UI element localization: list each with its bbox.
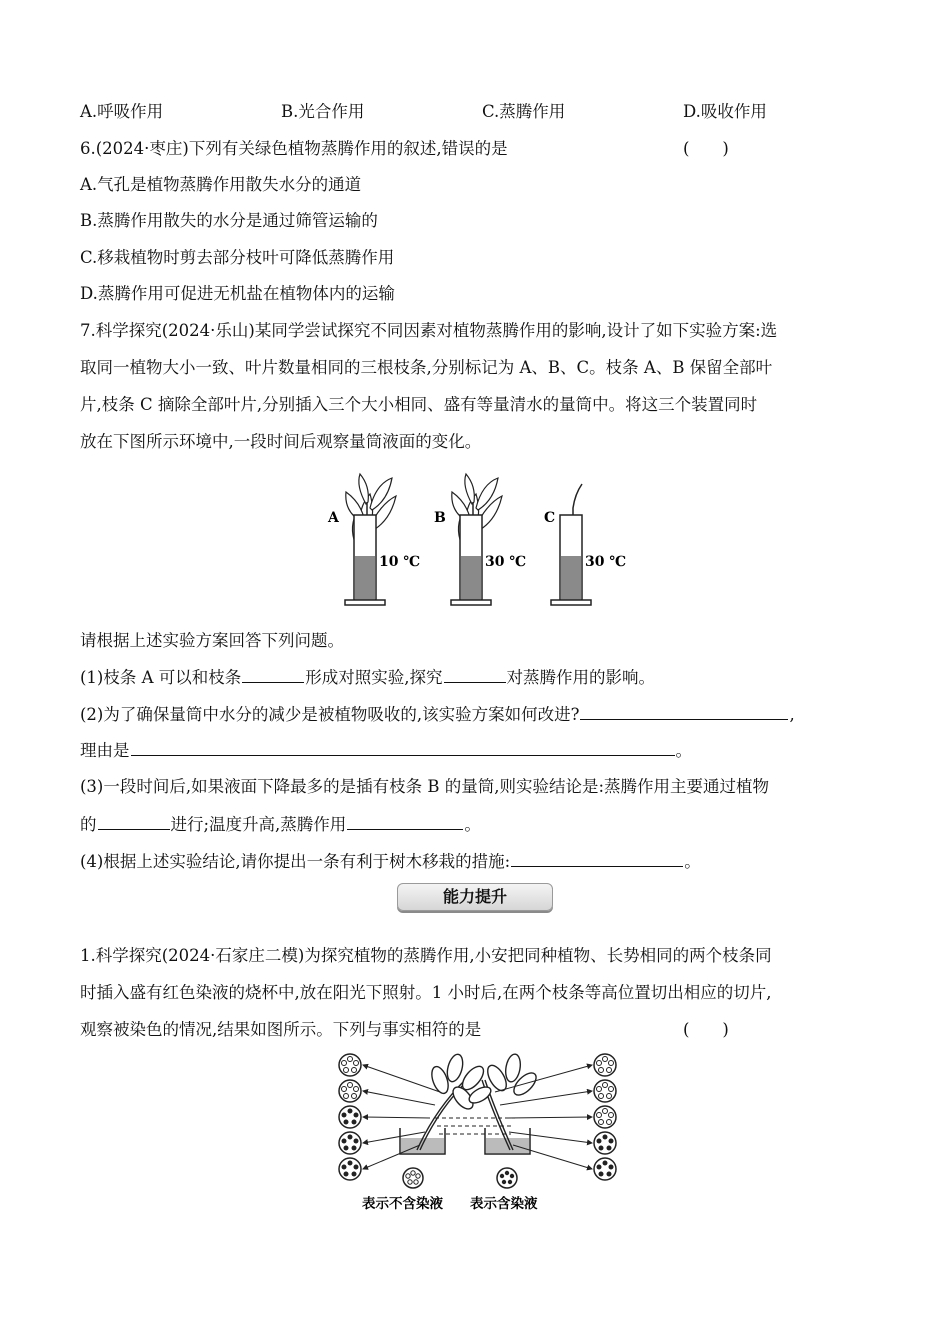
q6-option-a: A.气孔是植物蒸腾作用散失水分的通道 xyxy=(80,175,362,194)
q6-answer-paren: ( ) xyxy=(683,139,729,158)
q7-sub2-blank-2[interactable] xyxy=(131,739,675,756)
q7-sub1-text-c: 对蒸腾作用的影响。 xyxy=(506,668,656,687)
cylinder-a-temp: 10 ℃ xyxy=(379,554,421,570)
q7-stem-line-4: 放在下图所示环境中,一段时间后观察量筒液面的变化。 xyxy=(80,432,482,451)
q7-sub3-line-1: (3)一段时间后,如果液面下降最多的是插有枝条 B 的量筒,则实验结论是:蒸腾作用主要通过植物 xyxy=(80,777,770,796)
q7-sub3-text-c: 进行;温度升高,蒸腾作用 xyxy=(170,815,347,834)
legend-dyed: 表示含染液 xyxy=(470,1196,538,1212)
left-cross-sections xyxy=(339,1054,361,1180)
cylinder-a xyxy=(327,474,420,605)
q5-option-b: B.光合作用 xyxy=(281,102,365,121)
q7-sub2-text-c: 理由是 xyxy=(80,741,130,760)
cylinder-b-label: B xyxy=(434,510,446,526)
q7-stem-line-2: 取同一植物大小一致、叶片数量相同的三根枝条,分别标记为 A、B、C。枝条 A、B 保留全部叶 xyxy=(80,358,773,377)
q6-option-d: D.蒸腾作用可促进无机盐在植物体内的运输 xyxy=(80,284,395,303)
q7-intro: 请根据上述实验方案回答下列问题。 xyxy=(80,631,344,650)
q7-sub2-line-1 xyxy=(80,703,795,726)
q6-option-b: B.蒸腾作用散失的水分是通过筛管运输的 xyxy=(80,211,378,230)
p1-stem-line-1: 1.科学探究(2024·石家庄二模)为探究植物的蒸腾作用,小安把同种植物、长势相同的两个枝条同 xyxy=(80,946,772,965)
cylinder-b xyxy=(434,474,526,605)
p1-answer-paren: ( ) xyxy=(683,1020,729,1039)
q7-sub3-line-2 xyxy=(80,813,481,836)
q7-sub1-blank-2[interactable] xyxy=(444,666,506,683)
q7-sub2-text-a: (2)为了确保量筒中水分的减少是被植物吸收的,该实验方案如何改进? xyxy=(80,705,580,724)
section-banner: 能力提升 xyxy=(397,883,553,911)
q7-sub2-blank-1[interactable] xyxy=(580,703,788,720)
cylinder-b-temp: 30 ℃ xyxy=(485,554,527,570)
q6-stem: 6.(2024·枣庄)下列有关绿色植物蒸腾作用的叙述,错误的是 xyxy=(80,139,508,158)
q6-option-c: C.移栽植物时剪去部分枝叶可降低蒸腾作用 xyxy=(80,248,395,267)
q7-sub1-text-b: 形成对照实验,探究 xyxy=(305,668,443,687)
cylinder-c-temp: 30 ℃ xyxy=(585,554,627,570)
p1-stem-line-2: 时插入盛有红色染液的烧杯中,放在阳光下照射。1 小时后,在两个枝条等高位置切出相应的切片, xyxy=(80,983,772,1002)
q7-sub4 xyxy=(80,850,701,873)
p1-dye-figure xyxy=(325,1050,630,1215)
legend-undyed: 表示不含染液 xyxy=(362,1196,443,1212)
q7-sub4-text-b: 。 xyxy=(684,852,701,871)
cylinder-c-label: C xyxy=(544,510,556,526)
q7-stem-line-1: 7.科学探究(2024·乐山)某同学尝试探究不同因素对植物蒸腾作用的影响,设计了如下实验方案:选 xyxy=(80,321,778,340)
cylinder-a-label: A xyxy=(328,510,339,526)
q7-sub2-line-2 xyxy=(80,739,692,762)
p1-stem-line-3: 观察被染色的情况,结果如图所示。下列与事实相符的是 xyxy=(80,1020,482,1039)
q7-sub2-text-d: 。 xyxy=(675,741,692,760)
q7-sub3-text-b: 的 xyxy=(80,815,97,834)
q7-sub1-text-a: (1)枝条 A 可以和枝条 xyxy=(80,668,242,687)
beakers xyxy=(400,1118,530,1154)
q7-sub3-blank-2[interactable] xyxy=(347,813,463,830)
q5-option-c: C.蒸腾作用 xyxy=(482,102,566,121)
legend xyxy=(362,1168,538,1212)
q7-sub1-blank-1[interactable] xyxy=(242,666,304,683)
right-cross-sections xyxy=(594,1054,616,1180)
q7-stem-line-3: 片,枝条 C 摘除全部叶片,分别插入三个大小相同、盛有等量清水的量筒中。将这三个装置同时 xyxy=(80,395,758,414)
q7-sub3-blank-1[interactable] xyxy=(98,813,170,830)
q7-sub1 xyxy=(80,666,655,689)
q7-sub3-text-d: 。 xyxy=(464,815,481,834)
q7-sub2-text-b: , xyxy=(789,705,795,724)
q7-sub4-text-a: (4)根据上述实验结论,请你提出一条有利于树木移栽的措施: xyxy=(80,852,511,871)
q7-cylinders-figure xyxy=(318,468,638,610)
q5-option-a: A.呼吸作用 xyxy=(80,102,164,121)
q5-option-d: D.吸收作用 xyxy=(683,102,767,121)
cylinder-c xyxy=(544,484,626,605)
q7-sub4-blank[interactable] xyxy=(511,850,683,867)
